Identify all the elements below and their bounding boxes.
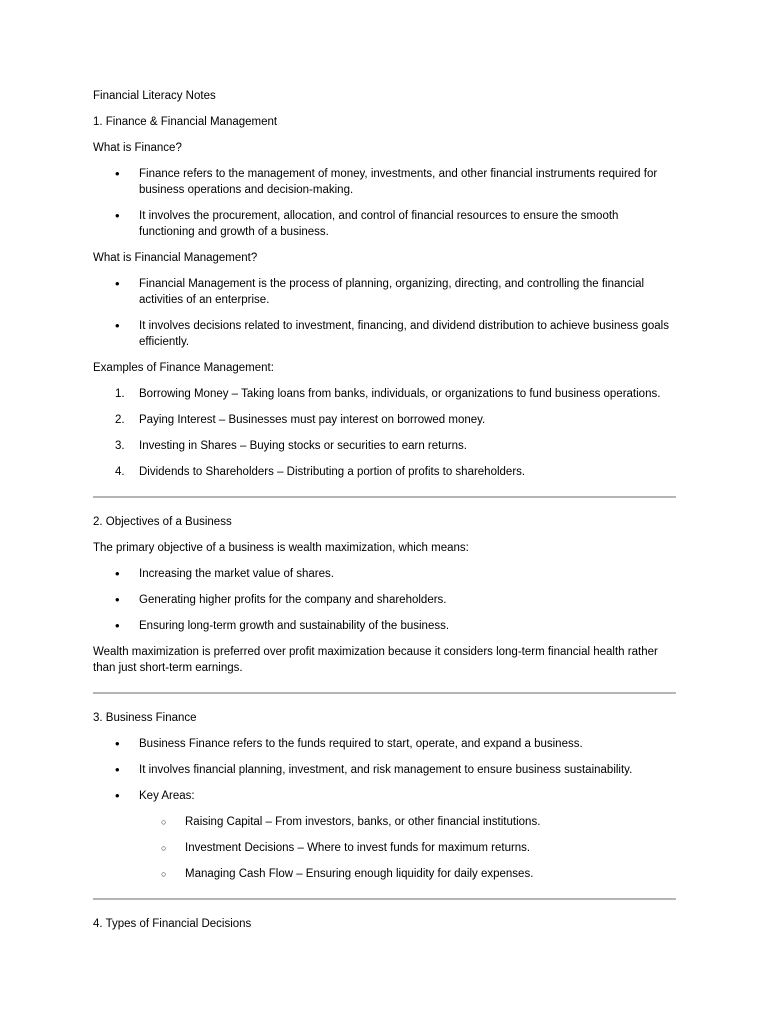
list-item: • Ensuring long-term growth and sustainability of the business. bbox=[93, 618, 676, 634]
section-divider bbox=[93, 898, 676, 900]
list-item bbox=[93, 464, 676, 480]
list-number: 3. bbox=[115, 440, 125, 452]
section-2-heading: 2. Objectives of a Business bbox=[93, 516, 232, 528]
list-item: • Finance refers to the management of money, investments, and other financial instruments required for business operations and decision-making. bbox=[93, 166, 676, 198]
list-number: 1. bbox=[115, 388, 125, 400]
list-item-text: Borrowing Money – Taking loans from banks, individuals, or organizations to fund business operations. bbox=[139, 388, 661, 400]
list-number: 4. bbox=[115, 466, 125, 478]
list-item bbox=[93, 788, 676, 882]
question-what-is-financial-management: What is Financial Management? bbox=[93, 252, 258, 264]
objectives-intro: The primary objective of a business is wealth maximization, which means: bbox=[93, 542, 469, 554]
list-item: • Increasing the market value of shares. bbox=[93, 566, 676, 582]
finance-definition-list bbox=[93, 166, 676, 240]
list-item-text: Paying Interest – Businesses must pay interest on borrowed money. bbox=[139, 414, 486, 426]
list-item-text: Dividends to Shareholders – Distributing a portion of profits to shareholders. bbox=[139, 466, 526, 478]
list-item bbox=[93, 386, 676, 402]
sub-list-item: ○ Raising Capital – From investors, banks, or other financial institutions. bbox=[139, 814, 676, 830]
document-body bbox=[93, 88, 676, 942]
list-item-text: Investing in Shares – Buying stocks or securities to earn returns. bbox=[139, 440, 467, 452]
examples-label: Examples of Finance Management: bbox=[93, 362, 274, 374]
sub-list-item: ○ Investment Decisions – Where to invest funds for maximum returns. bbox=[139, 840, 676, 856]
section-1-heading: 1. Finance & Financial Management bbox=[93, 116, 278, 128]
examples-list bbox=[93, 386, 676, 480]
question-what-is-finance: What is Finance? bbox=[93, 142, 182, 154]
list-item: • It involves decisions related to investment, financing, and dividend distribution to achieve business goals efficiently. bbox=[93, 318, 676, 350]
section-divider bbox=[93, 692, 676, 694]
list-item: • Business Finance refers to the funds required to start, operate, and expand a business. bbox=[93, 736, 676, 752]
section-divider bbox=[93, 496, 676, 498]
section-3-heading: 3. Business Finance bbox=[93, 712, 197, 724]
business-finance-list bbox=[93, 736, 676, 882]
list-item: • It involves financial planning, investment, and risk management to ensure business sustainability. bbox=[93, 762, 676, 778]
sub-list-item: ○ Managing Cash Flow – Ensuring enough liquidity for daily expenses. bbox=[139, 866, 676, 882]
financial-management-list bbox=[93, 276, 676, 350]
list-item bbox=[93, 412, 676, 428]
list-number: 2. bbox=[115, 414, 125, 426]
list-item: • It involves the procurement, allocation, and control of financial resources to ensure the smooth functioning and growth of a business. bbox=[93, 208, 676, 240]
list-item bbox=[93, 438, 676, 454]
doc-title: Financial Literacy Notes bbox=[93, 90, 216, 102]
list-item: • Financial Management is the process of planning, organizing, directing, and controlling the financial activities of an enterprise. bbox=[93, 276, 676, 308]
key-areas-sublist bbox=[139, 814, 676, 882]
objectives-list bbox=[93, 566, 676, 634]
list-item: • Generating higher profits for the company and shareholders. bbox=[93, 592, 676, 608]
key-areas-label: Key Areas: bbox=[139, 790, 195, 802]
objectives-outro: Wealth maximization is preferred over profit maximization because it considers long-term financial health rather than just short-term earnings. bbox=[93, 646, 658, 674]
section-4-heading: 4. Types of Financial Decisions bbox=[93, 918, 252, 930]
